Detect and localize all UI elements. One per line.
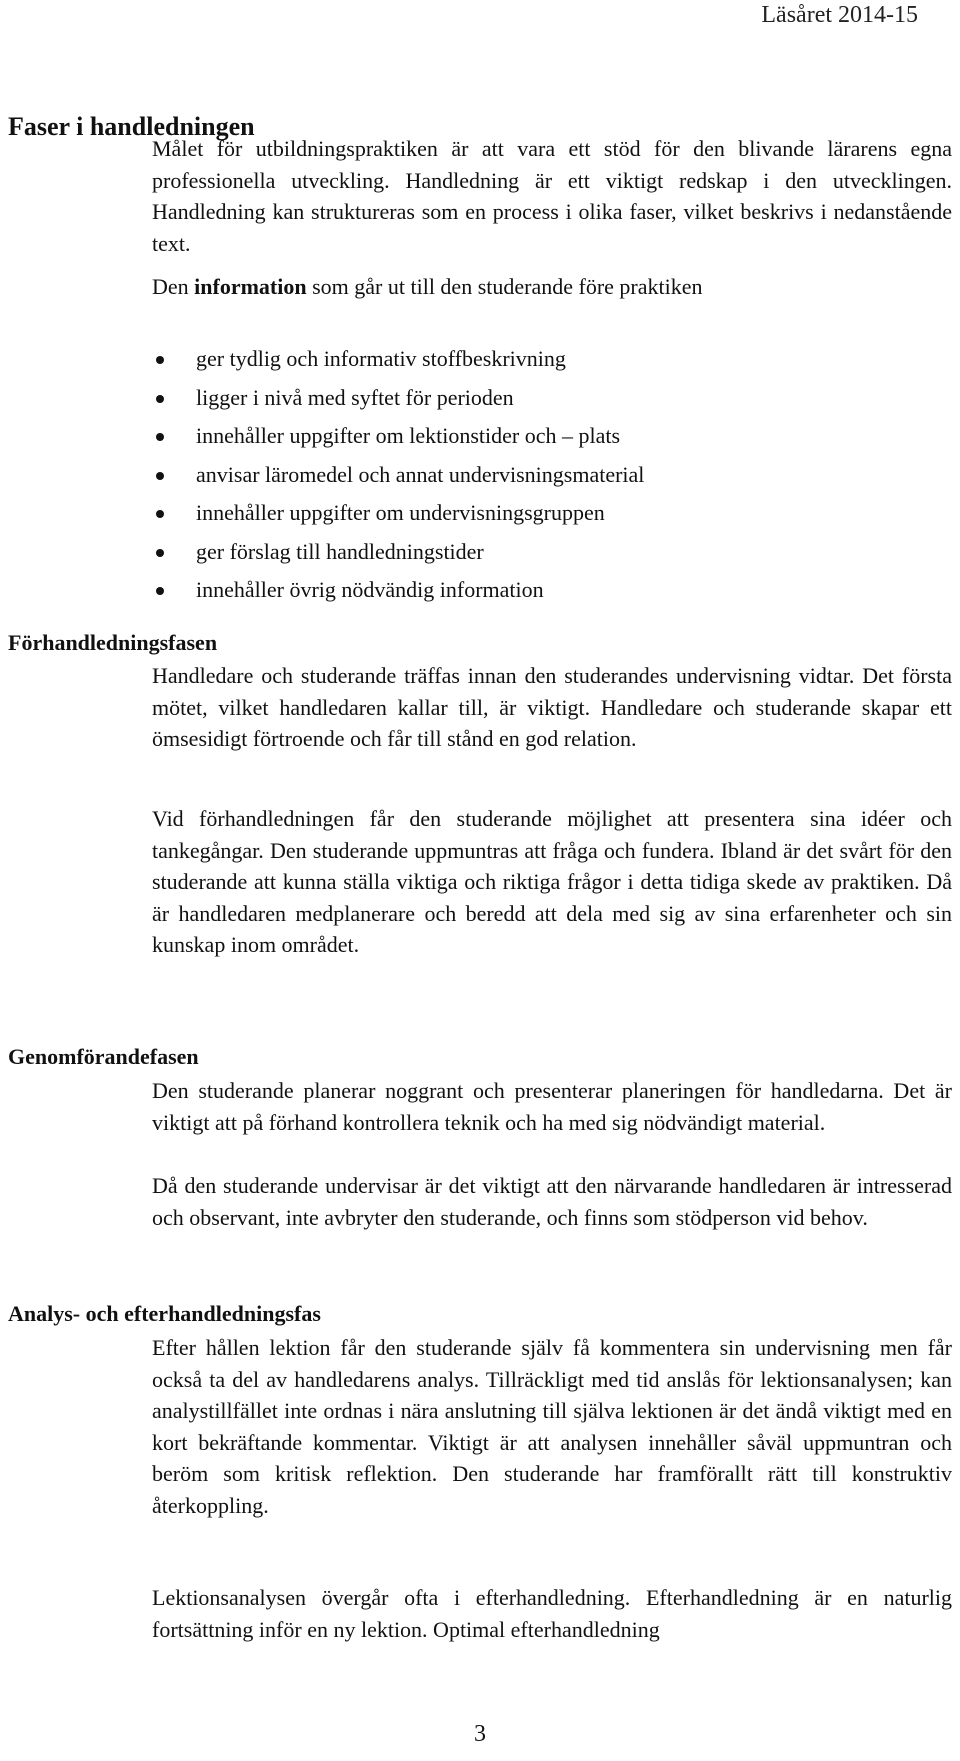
bullet-dot-icon xyxy=(156,587,164,595)
pre-paragraph-1: Handledare och studerande träffas innan den studerandes undervisning vidtar. Det första mötet, vilket handledaren kallar till, är viktigt. Handledare och studerande skapar ett ömsesidigt förtroende och får till stånd en god relation. xyxy=(152,663,952,751)
page-title: Faser i handledningen xyxy=(8,112,255,141)
execution-paragraph-2: Då den studerande undervisar är det viktigt att den närvarande handledaren är intresserad och observant, inte avbryter den studerande, och finns som stödperson vid behov. xyxy=(152,1173,952,1230)
analysis-paragraph-1: Efter hållen lektion får den studerande själv få kommentera sin undervisning men får också ta del av handledarens analys. Tillräckligt med tid anslås för lektionsanalysen; kan analystillfället inte ordnas i nära anslutning till själva lektionen är det ändå viktigt med en kort bekräftande kommentar. Viktigt är att analysen innehåller såväl uppmuntran och beröm som kritisk reflektion. Den studerande har framförallt rätt till konstruktiv återkoppling. xyxy=(152,1335,952,1518)
execution-paragraph-1: Den studerande planerar noggrant och presenterar planeringen för handledarna. Det är viktigt att på förhand kontrollera teknik och ha med sig nödvändigt material. xyxy=(152,1078,952,1135)
bullet-item xyxy=(152,500,644,539)
bullet-item xyxy=(152,577,644,616)
heading-genomforandefasen: Genomförandefasen xyxy=(8,1044,199,1069)
pre-paragraph-2: Vid förhandledningen får den studerande möjlighet att presentera sina idéer och tankegångar. Den studerande uppmuntras att fråga och fundera. Ibland är det svårt för den studerande att kunna ställa viktiga och riktiga frågor i detta tidiga skede av praktiken. Då är handledaren medplanerare och beredd att dela med sig av sina erfarenheter och sin kunskap inom området. xyxy=(152,806,952,957)
analysis-paragraph-2: Lektionsanalysen övergår ofta i efterhandledning. Efterhandledning är en naturlig fortsättning inför en ny lektion. Optimal efterhandledning xyxy=(152,1585,952,1642)
bullet-dot-icon xyxy=(156,549,164,557)
bullet-item xyxy=(152,462,644,501)
bullet-text: innehåller övrig nödvändig information xyxy=(196,577,544,602)
bullet-item xyxy=(152,346,644,385)
info-lead-after: som går ut till den studerande före praktiken xyxy=(306,274,703,299)
page-number: 3 xyxy=(474,1721,486,1747)
bullet-text: innehåller uppgifter om undervisningsgruppen xyxy=(196,500,605,525)
bullet-text: ligger i nivå med syftet för perioden xyxy=(196,384,514,410)
bullet-text: innehåller uppgifter om lektionstider och – plats xyxy=(196,423,621,448)
heading-analys-efterhandledningsfas: Analys- och efterhandledningsfas xyxy=(8,1301,321,1326)
bullet-text: anvisar läromedel och annat undervisningsmaterial xyxy=(196,461,645,487)
heading-forhandledningsfasen: Förhandledningsfasen xyxy=(8,630,218,655)
bullet-dot-icon xyxy=(156,472,164,480)
bullet-text: ger tydlig och informativ stoffbeskrivning xyxy=(196,346,566,371)
bullet-dot-icon xyxy=(156,395,164,403)
info-lead-before: Den xyxy=(152,274,195,299)
bullet-dot-icon xyxy=(156,356,164,364)
info-bullet-list xyxy=(152,346,644,616)
bullet-dot-icon xyxy=(156,510,164,518)
running-header: Läsåret 2014-15 xyxy=(761,2,918,28)
intro-paragraph: Målet för utbildningspraktiken är att vara ett stöd för den blivande lärarens egna professionella utveckling. Handledning är ett viktigt redskap i den utvecklingen. Handledning kan struktureras som en process i olika faser, vilket beskrivs i nedanstående text. xyxy=(152,136,952,256)
bullet-dot-icon xyxy=(156,433,164,441)
bullet-text: ger förslag till handledningstider xyxy=(196,538,484,564)
bullet-item xyxy=(152,423,644,462)
bullet-item xyxy=(152,385,644,424)
info-lead-bold: information xyxy=(194,274,307,299)
info-lead xyxy=(152,274,703,300)
bullet-item xyxy=(152,539,644,578)
